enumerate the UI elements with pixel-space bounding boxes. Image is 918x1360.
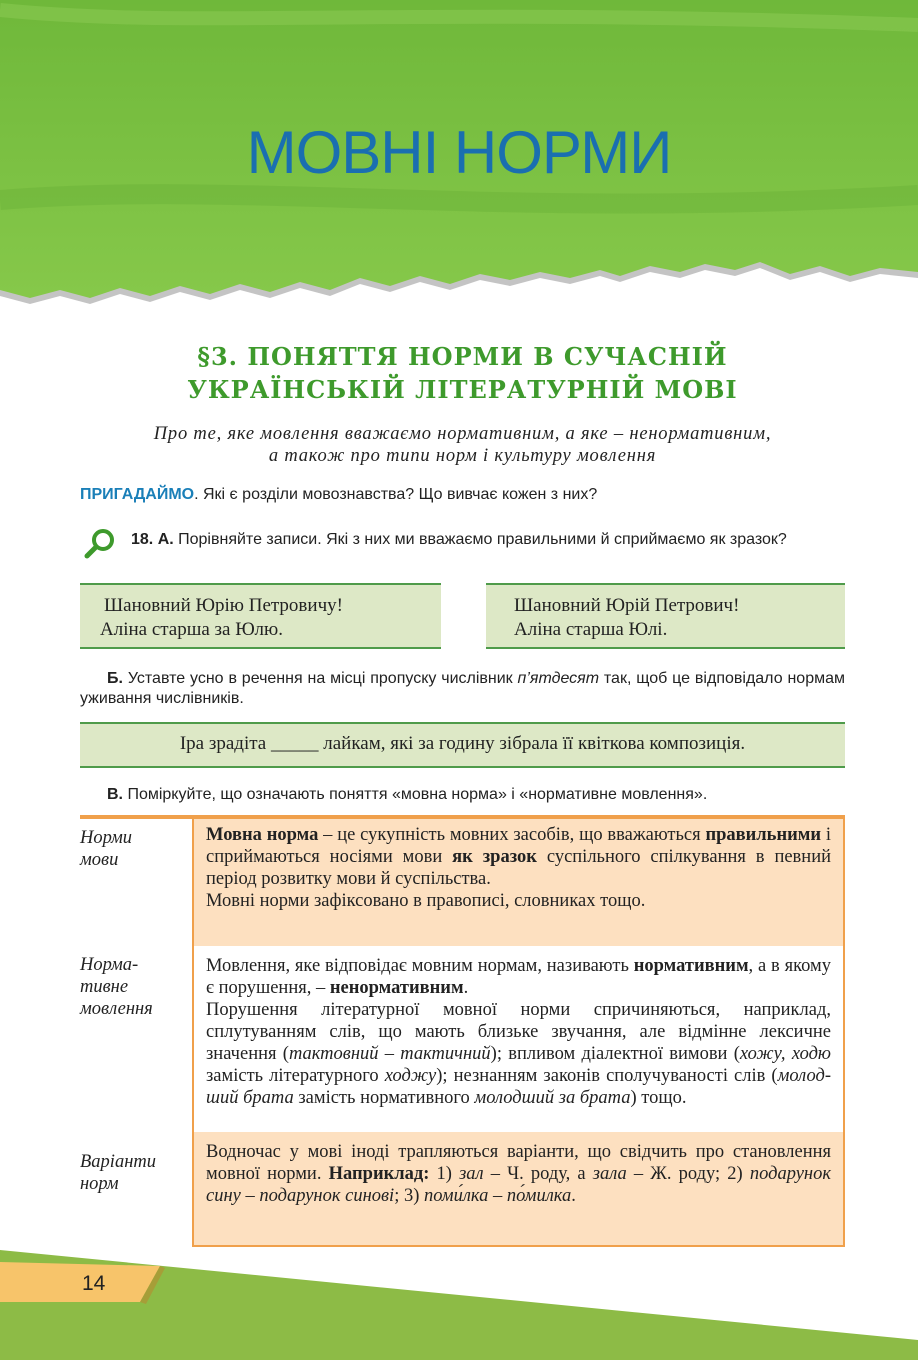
example-left-line1: Шановний Юрію Петровичу! [104, 595, 343, 616]
def3-text2: 1) [429, 1164, 460, 1184]
def2-bold1: нормативним [633, 956, 749, 976]
def3-text3: – Ч. роду, а [483, 1164, 593, 1184]
footer-decoration [0, 1240, 918, 1360]
sentence-box [80, 722, 845, 768]
definition-language-norm [194, 819, 843, 946]
definition-box [192, 819, 845, 1247]
task-18-text [131, 530, 845, 549]
task-b-text [80, 669, 845, 709]
example-right-line2: Аліна старша Юлі. [514, 619, 668, 640]
term1-line1: Норми [80, 828, 132, 848]
magnifier-icon [82, 527, 118, 559]
subtitle-line1: Про те, яке мовлення вважаємо нормативним, а яке – ненормативним, [153, 424, 772, 444]
def2-p2d: ); незнанням законів сполучуваності слів ( [436, 1066, 778, 1086]
task-18-body: Порівняйте записи. Які з них ми вважаємо правильними й сприймаємо як зразок? [173, 531, 787, 548]
chapter-title: МОВНІ НОРМИ [246, 119, 672, 186]
def2-p2f: ) тощо. [630, 1088, 687, 1108]
example-box-left [80, 583, 441, 649]
sentence-before: Іра зрадіта [179, 733, 271, 754]
definition-variants [194, 1132, 843, 1245]
def2-p2c: замість літературного [206, 1066, 385, 1086]
def2-p2a: Порушення літературної мовної норми спричиняються, наприклад, сплутуванням слів, що мають близьке звучання, але відмінне лексичне значення ( [206, 1000, 831, 1064]
subtitle-line2: а також про типи норм і культуру мовлення [268, 446, 657, 466]
def2-i5: молодший за брата [474, 1088, 631, 1108]
task-b-number: Б. [107, 670, 123, 687]
term-normative-speech [80, 954, 190, 1020]
def2-text3: . [463, 978, 469, 998]
def2-i4: молодший брата [206, 1066, 831, 1108]
term2-line3: мовлення [80, 999, 153, 1019]
def2-bold2: ненормативним [329, 978, 464, 998]
section-title-line1: §3. ПОНЯТТЯ НОРМИ В СУЧАСНІЙ [197, 342, 728, 371]
task-b-body-1: Уставте усно в речення на місці пропуску числівник [122, 670, 518, 687]
def3-text4: – Ж. роду; 2) [626, 1164, 750, 1184]
def2-text1: Мовлення, яке відповідає мовним нормам, називають [206, 956, 634, 976]
example-right-line1: Шановний Юрій Петрович! [514, 595, 740, 616]
def1-term: Мовна норма [206, 825, 319, 845]
term-language-norms [80, 827, 190, 871]
definition-normative-speech [194, 946, 843, 1132]
term2-line1: Норма- [80, 955, 139, 975]
def1-text2: і сприймаються носіями мови [206, 825, 831, 867]
example-box-right [486, 583, 845, 649]
task-b-word: п’ятдесят [517, 670, 600, 687]
def3-text1: Водночас у мові іноді трапляються варіанти, що свідчить про становлення мовної норми. [206, 1142, 831, 1184]
page-number: 14 [82, 1272, 106, 1295]
task-18-number: 18. А. [131, 531, 174, 548]
def3-i3: подарунок сину – подарунок синові [206, 1164, 831, 1206]
remember-prompt [80, 486, 845, 504]
section-title [80, 340, 845, 406]
section-title-line2: УКРАЇНСЬКІЙ ЛІТЕРАТУРНІЙ МОВІ [187, 375, 738, 404]
def1-bold3: як зразок [452, 847, 537, 867]
task-v-body: Поміркуйте, що означають поняття «мовна норма» і «нормативне мовлення». [123, 786, 708, 803]
def3-i2: зала [592, 1164, 627, 1184]
def2-p2b: ); впливом діалектної вимови ( [490, 1044, 740, 1064]
remember-label: ПРИГАДАЙМО [80, 486, 195, 503]
term1-line2: мови [80, 850, 119, 870]
section-subtitle [80, 423, 845, 467]
task-b-body-2: так, щоб це відповідало нормам уживання числівників. [80, 670, 845, 707]
def1-bold2: правильними [705, 825, 822, 845]
def3-text5: ; 3) [394, 1186, 425, 1206]
example-left-line2: Аліна старша за Юлю. [100, 619, 283, 640]
remember-text: . Які є розділи мовознавства? Що вивчає кожен з них? [194, 486, 598, 503]
def3-i4: поми́лка – по́милка [424, 1186, 572, 1206]
def2-i3: ходжу [384, 1066, 437, 1086]
task-v-number: В. [107, 786, 123, 803]
def2-i1: тактовний – тактичний [288, 1044, 491, 1064]
def1-text1: – це сукупність мовних засобів, що вважаються [318, 825, 706, 845]
term3-line1: Варіанти [80, 1152, 156, 1172]
def2-p2e: замість нормативного [293, 1088, 475, 1108]
term-norm-variants [80, 1151, 190, 1195]
term3-line2: норм [80, 1174, 119, 1194]
term2-line2: тивне [80, 977, 129, 997]
sentence-blank: _____ [270, 733, 319, 754]
def1-text3: суспільного спілкування в певний період розвитку мови й суспільства. [206, 847, 831, 889]
def3-bold1: Наприклад: [328, 1164, 430, 1184]
def3-text6: . [571, 1186, 576, 1206]
def3-i1: зал [459, 1164, 484, 1184]
sentence-after: лайкам, які за годину зібрала її квіткова композиція. [318, 733, 746, 754]
def2-text2: , а в якому є порушення, – [206, 956, 831, 998]
def2-i2: хожу, ходю [739, 1044, 831, 1064]
def1-paragraph2: Мовні норми зафіксовано в правописі, словниках тощо. [206, 891, 646, 911]
task-v-text [107, 786, 847, 804]
page-footer [0, 1240, 918, 1360]
